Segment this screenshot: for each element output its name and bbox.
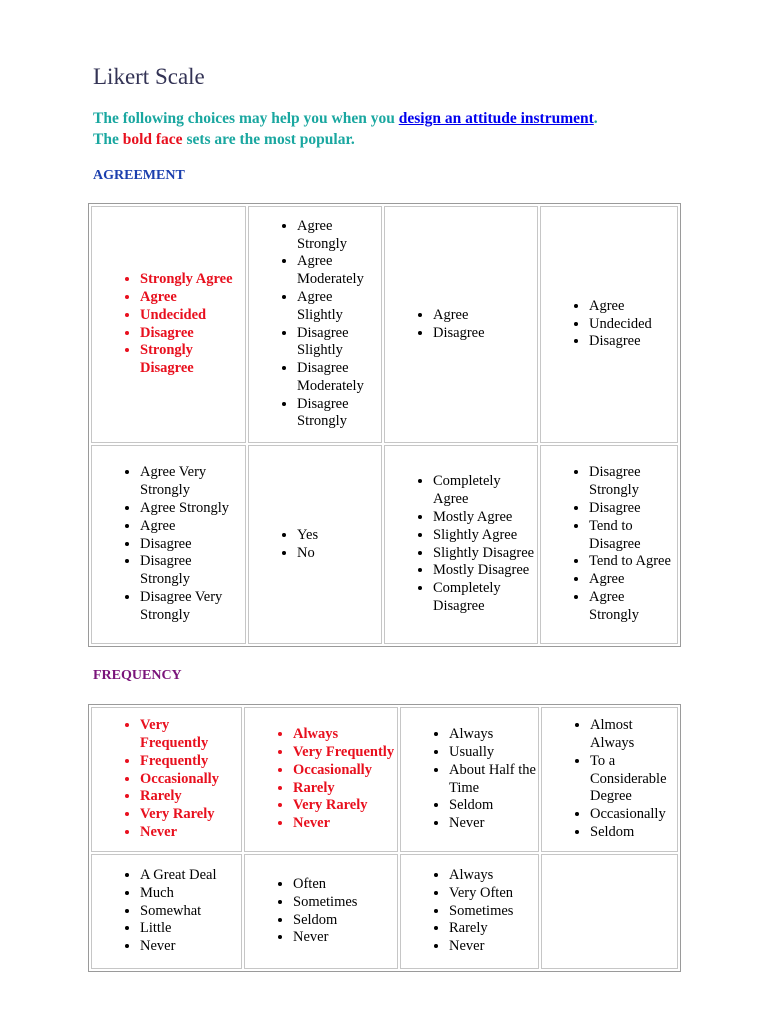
list-item: • A Great Deal	[140, 867, 239, 885]
choice-list	[92, 867, 239, 956]
list-item: • Agree Slightly	[297, 289, 379, 325]
design-instrument-link[interactable]: design an attitude instrument	[398, 110, 594, 127]
list-item: • Very Often	[449, 885, 536, 903]
list-item: • Never	[449, 938, 536, 956]
choice-list	[385, 307, 535, 343]
list-item: • Agree	[140, 518, 243, 536]
table-cell	[540, 445, 678, 644]
list-item: • Completely Disagree	[433, 580, 535, 616]
choice-list	[401, 726, 536, 833]
list-item: • Almost Always	[590, 717, 675, 753]
list-item: • Tend to Agree	[589, 553, 675, 571]
list-item: • Never	[449, 815, 536, 833]
list-item: • Sometimes	[449, 903, 536, 921]
choice-list	[541, 464, 675, 624]
list-item: • To a Considerable Degree	[590, 753, 675, 806]
list-item: • Slightly Disagree	[433, 545, 535, 563]
bold-face-text: bold face	[122, 131, 183, 148]
list-item: • Agree Strongly	[589, 589, 675, 625]
list-item: • About Half the Time	[449, 762, 536, 798]
list-item: • Little	[140, 920, 239, 938]
list-item: • Somewhat	[140, 903, 239, 921]
choice-list	[401, 867, 536, 956]
list-item: • Much	[140, 885, 239, 903]
list-item: • Usually	[449, 744, 536, 762]
table-cell	[244, 854, 398, 969]
choice-list	[542, 717, 675, 842]
list-item: • Often	[293, 876, 395, 894]
intro-line1-prefix: The following choices may help you when you	[93, 110, 399, 127]
table-cell	[248, 445, 382, 644]
list-item: • Strongly Disagree	[140, 342, 243, 378]
list-item: • Agree Moderately	[297, 253, 379, 289]
list-item: • Disagree	[589, 500, 675, 518]
list-item: • Occasionally	[293, 762, 395, 780]
list-item: • Agree Strongly	[297, 218, 379, 254]
table-row	[91, 854, 678, 969]
list-item: • Undecided	[589, 316, 675, 334]
list-item: • No	[297, 545, 379, 563]
list-item: • Never	[140, 824, 239, 842]
list-item: • Never	[293, 815, 395, 833]
list-item: • Always	[293, 726, 395, 744]
intro-text	[93, 108, 598, 150]
list-item: • Disagree	[433, 325, 535, 343]
table-cell	[400, 707, 539, 852]
list-item: • Always	[449, 867, 536, 885]
intro-line1-suffix: .	[593, 110, 598, 127]
table-cell	[540, 206, 678, 443]
choice-list	[249, 218, 379, 432]
list-item: • Occasionally	[590, 806, 675, 824]
agreement-heading: AGREEMENT	[93, 168, 185, 183]
list-item: • Disagree Strongly	[297, 396, 379, 432]
choice-list	[541, 298, 675, 351]
list-item: • Disagree	[140, 536, 243, 554]
table-cell	[400, 854, 539, 969]
list-item: • Rarely	[140, 788, 239, 806]
list-item: • Sometimes	[293, 894, 395, 912]
table-cell	[244, 707, 398, 852]
table-cell	[91, 707, 242, 852]
choice-list	[92, 464, 243, 624]
list-item: • Seldom	[590, 824, 675, 842]
list-item: • Always	[449, 726, 536, 744]
list-item: • Disagree Slightly	[297, 325, 379, 361]
table-cell	[384, 206, 538, 443]
table-cell	[248, 206, 382, 443]
list-item: • Disagree Very Strongly	[140, 589, 243, 625]
table-cell	[91, 854, 242, 969]
list-item: • Agree	[433, 307, 535, 325]
list-item: • Agree Very Strongly	[140, 464, 243, 500]
list-item: • Undecided	[140, 307, 243, 325]
list-item: • Rarely	[293, 780, 395, 798]
page-title: Likert Scale	[93, 64, 205, 89]
list-item: • Disagree Strongly	[589, 464, 675, 500]
list-item: • Completely Agree	[433, 473, 535, 509]
table-row	[91, 445, 678, 644]
table-cell	[384, 445, 538, 644]
list-item: • Rarely	[449, 920, 536, 938]
frequency-table	[88, 704, 681, 972]
list-item: • Very Rarely	[140, 806, 239, 824]
intro-line2-suffix: sets are the most popular.	[182, 131, 355, 148]
choice-list	[249, 527, 379, 563]
choice-list	[92, 271, 243, 378]
list-item: • Very Frequently	[293, 744, 395, 762]
frequency-heading: FREQUENCY	[93, 668, 182, 683]
list-item: • Agree Strongly	[140, 500, 243, 518]
agreement-table	[88, 203, 681, 647]
list-item: • Agree	[140, 289, 243, 307]
list-item: • Disagree	[589, 333, 675, 351]
list-item: • Agree	[589, 571, 675, 589]
empty-cell	[541, 854, 678, 969]
table-cell	[91, 445, 246, 644]
list-item: • Mostly Disagree	[433, 562, 535, 580]
list-item: • Disagree Moderately	[297, 360, 379, 396]
list-item: • Very Frequently	[140, 717, 239, 753]
list-item: • Mostly Agree	[433, 509, 535, 527]
table-cell	[541, 707, 678, 852]
list-item: • Agree	[589, 298, 675, 316]
intro-line2-prefix: The	[93, 131, 123, 148]
choice-list	[245, 726, 395, 833]
list-item: • Occasionally	[140, 771, 239, 789]
list-item: • Seldom	[449, 797, 536, 815]
list-item: • Never	[140, 938, 239, 956]
list-item: • Seldom	[293, 912, 395, 930]
table-row	[91, 206, 678, 443]
list-item: • Never	[293, 929, 395, 947]
list-item: • Tend to Disagree	[589, 518, 675, 554]
choice-list	[245, 876, 395, 947]
list-item: • Very Rarely	[293, 797, 395, 815]
list-item: • Yes	[297, 527, 379, 545]
table-row	[91, 707, 678, 852]
list-item: • Slightly Agree	[433, 527, 535, 545]
table-cell	[91, 206, 246, 443]
list-item: • Strongly Agree	[140, 271, 243, 289]
choice-list	[92, 717, 239, 842]
choice-list	[385, 473, 535, 615]
list-item: • Disagree Strongly	[140, 553, 243, 589]
list-item: • Frequently	[140, 753, 239, 771]
list-item: • Disagree	[140, 325, 243, 343]
